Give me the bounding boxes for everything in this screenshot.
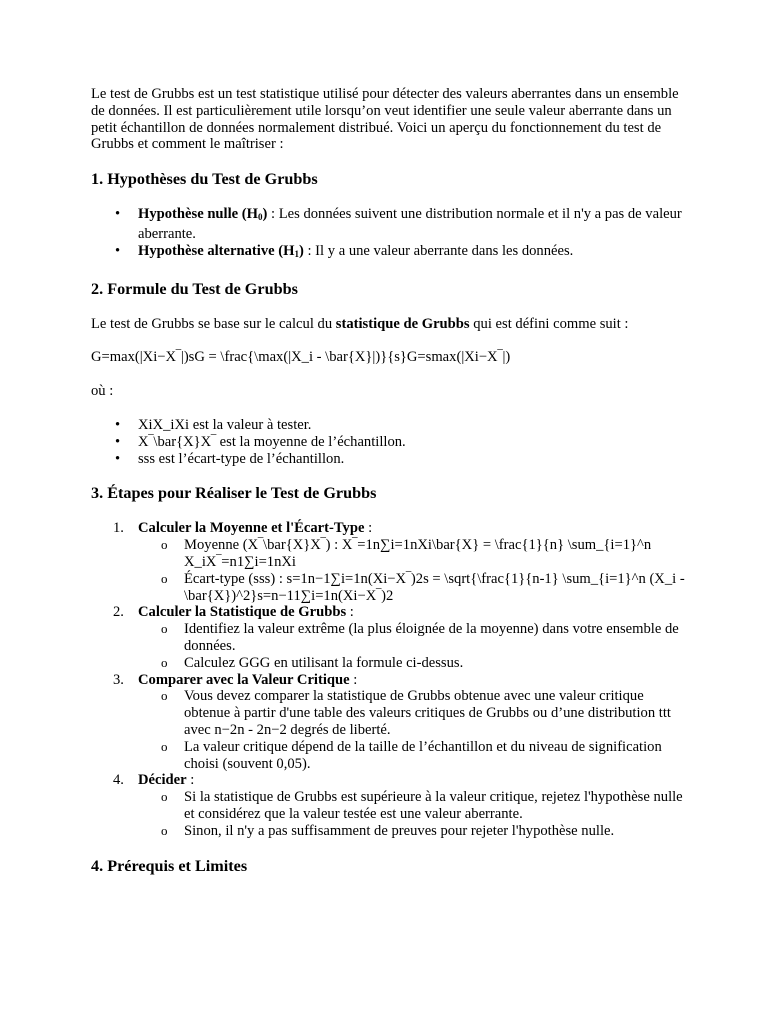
list-item — [138, 243, 691, 263]
steps-list — [91, 520, 691, 839]
list-item — [138, 206, 691, 243]
step-item: 2. Calculer la Statistique de Grubbs : o Identifiez la valeur extrême (la plus éloignée de la moyenne) dans votre ensemble de données. o Calculez GGG en utilisant la formule ci-dessus. — [138, 604, 691, 671]
document-page — [91, 86, 691, 893]
sub-item: o Écart-type (sss) : s=1n−1∑i=1n(Xi−X‾)2s = \sqrt{\frac{1}{n-1} \sum_{i=1}^n (X_i - \bar{X})^2}s=n−11∑i=1n(Xi−X‾)2 — [184, 571, 691, 605]
hypothesis-text: : Les données suivent une distribution normale et il n'y a pas de valeur aberrante. — [138, 206, 682, 242]
step-sublist — [138, 621, 691, 671]
hypothesis-label: Hypothèse nulle $(H_0)$ — [138, 206, 268, 223]
step-sublist — [138, 789, 691, 839]
variables-list — [91, 417, 691, 467]
section-4-heading: 4. Prérequis et Limites — [91, 856, 248, 875]
step-item: 3. Comparer avec la Valeur Critique : o Vous devez comparer la statistique de Grubbs obtenue avec une valeur critique obtenue à partir d'une table des valeurs critiques de Grubbs ou d’une distribution ttt avec n−2n - 2n−2 degrés de liberté. o La valeur critique dépend de la taille de l’échantillon et du niveau de signification choisi (souvent 0,05). — [138, 672, 691, 773]
sub-item: o Sinon, il n'y a pas suffisamment de preuves pour rejeter l'hypothèse nulle. — [184, 823, 691, 840]
step-number: 1. — [113, 520, 124, 537]
hypotheses-list — [91, 206, 691, 262]
intro-paragraph: Le test de Grubbs est un test statistique utilisé pour détecter des valeurs aberrantes dans un ensemble de données. Il est particulièrement utile lorsqu’on veut identifier une seule valeur aberrante dans un petit échantillon de données normalement distribué. Voici un aperçu du fonctionnement du test de Grubbs et comment le maîtriser : — [91, 86, 679, 153]
list-item: • sss est l’écart-type de l’échantillon. — [138, 451, 691, 468]
step-item: 4. Décider : o Si la statistique de Grubbs est supérieure à la valeur critique, rejetez l'hypothèse nulle et considérez que la valeur testée est une valeur aberrante. o Sinon, il n'y a pas suffisamment de preuves pour rejeter l'hypothèse nulle. — [138, 772, 691, 839]
step-number: 2. — [113, 604, 124, 621]
hypothesis-text: : Il y a une valeur aberrante dans les données. — [303, 242, 574, 259]
hypothesis-label: Hypothèse alternative $(H_1)$ — [138, 242, 304, 259]
list-item: • XiX_iXi est la valeur à tester. — [138, 417, 691, 434]
step-item: 1. Calculer la Moyenne et l'Écart-Type : o Moyenne (X‾\bar{X}X‾) : X‾=1n∑i=1nXi\bar{X} = \frac{1}{n} \sum_{i=1}^n X_iX‾=n1∑i=1nXi o Écart-type (sss) : s=1n−1∑i=1n(Xi−X‾)2s = \sqrt{\frac{1}{n-1} \sum_{i=1}^n (X_i - \bar{X})^2}s=n−11∑i=1n(Xi−X‾)2 — [138, 520, 691, 604]
section-1-heading: 1. Hypothèses du Test de Grubbs — [91, 170, 318, 189]
step-title: Calculer la Statistique de Grubbs — [138, 604, 347, 621]
step-sublist — [138, 537, 691, 604]
where-label: où : — [91, 383, 114, 400]
list-item: • X‾\bar{X}X‾ est la moyenne de l’échantillon. — [138, 434, 691, 451]
sub-item: o Identifiez la valeur extrême (la plus éloignée de la moyenne) dans votre ensemble de données. — [184, 621, 691, 655]
step-number: 4. — [113, 772, 124, 789]
sub-item: o La valeur critique dépend de la taille de l’échantillon et du niveau de signification choisi (souvent 0,05). — [184, 739, 691, 773]
section-3-heading: 3. Étapes pour Réaliser le Test de Grubbs — [91, 484, 377, 503]
sub-item: o Calculez GGG en utilisant la formule ci-dessus. — [184, 655, 691, 672]
step-title: Calculer la Moyenne et l'Écart-Type — [138, 520, 365, 537]
grubbs-formula: G=max(|Xi−X‾|)sG = \frac{\max(|X_i - \bar{X}|)}{s}G=smax(|Xi−X‾|) — [91, 349, 511, 366]
section-2-paragraph: Le test de Grubbs se base sur le calcul du statistique de Grubbs qui est défini comme suit : — [91, 315, 629, 332]
step-title: Décider — [138, 772, 187, 789]
step-title: Comparer avec la Valeur Critique — [138, 671, 350, 688]
section-2-heading: 2. Formule du Test de Grubbs — [91, 279, 298, 298]
sub-item: o Vous devez comparer la statistique de Grubbs obtenue avec une valeur critique obtenue à partir d'une table des valeurs critiques de Grubbs ou d’une distribution ttt avec n−2n - 2n−2 degrés de liberté. — [184, 688, 691, 738]
sub-item: o Si la statistique de Grubbs est supérieure à la valeur critique, rejetez l'hypothèse nulle et considérez que la valeur testée est une valeur aberrante. — [184, 789, 691, 823]
sub-item: o Moyenne (X‾\bar{X}X‾) : X‾=1n∑i=1nXi\bar{X} = \frac{1}{n} \sum_{i=1}^n X_iX‾=n1∑i=1nXi — [184, 537, 691, 571]
step-number: 3. — [113, 671, 124, 688]
step-sublist — [138, 688, 691, 772]
